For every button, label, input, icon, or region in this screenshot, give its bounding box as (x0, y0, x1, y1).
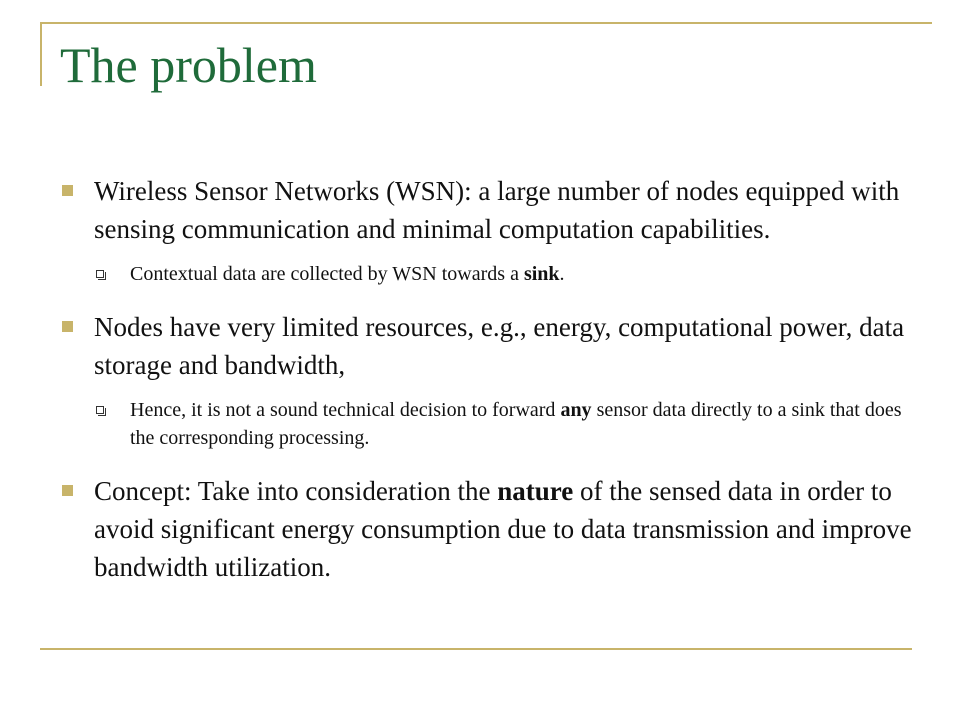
frame-bottom-rule (40, 648, 912, 650)
sub-bullet-emphasis: any (560, 399, 592, 421)
square-bullet-icon (62, 485, 73, 496)
bullet-concept (60, 472, 920, 586)
bullet-text: Nodes have very limited resources, e.g., energy, computational power, data storage and bandwidth, (94, 312, 905, 380)
bullet-text-end: of the sensed data in order to avoid significant energy consumption due to data transmission and improve bandwidth utilization. (94, 476, 912, 582)
sub-bullet-text-end: . (559, 263, 565, 285)
bullet-emphasis: nature (497, 476, 574, 506)
frame-top-rule (40, 22, 932, 24)
bullet-text-start: Concept: Take into consideration the (94, 476, 498, 506)
sub-bullet-text-start: Hence, it is not a sound technical decision to forward (130, 399, 561, 421)
square-bullet-icon (62, 185, 73, 196)
checkbox-bullet-icon (96, 270, 104, 278)
sub-bullet-forwarding (60, 396, 920, 452)
checkbox-bullet-icon (96, 406, 104, 414)
bullet-text: Wireless Sensor Networks (WSN): a large number of nodes equipped with sensing communication and minimal computation capabilities. (94, 176, 900, 244)
frame-left-rule (40, 22, 42, 86)
sub-bullet-text-end: sensor data directly to a sink that does the corresponding processing. (130, 399, 902, 449)
slide-content (60, 172, 920, 598)
sub-bullet-emphasis: sink (523, 263, 560, 285)
bullet-limited-resources (60, 308, 920, 384)
slide-title: The problem (60, 37, 317, 93)
sub-bullet-contextual-data (60, 260, 920, 288)
bullet-wsn (60, 172, 920, 248)
square-bullet-icon (62, 321, 73, 332)
sub-bullet-text-start: Contextual data are collected by WSN towards a (130, 263, 524, 285)
